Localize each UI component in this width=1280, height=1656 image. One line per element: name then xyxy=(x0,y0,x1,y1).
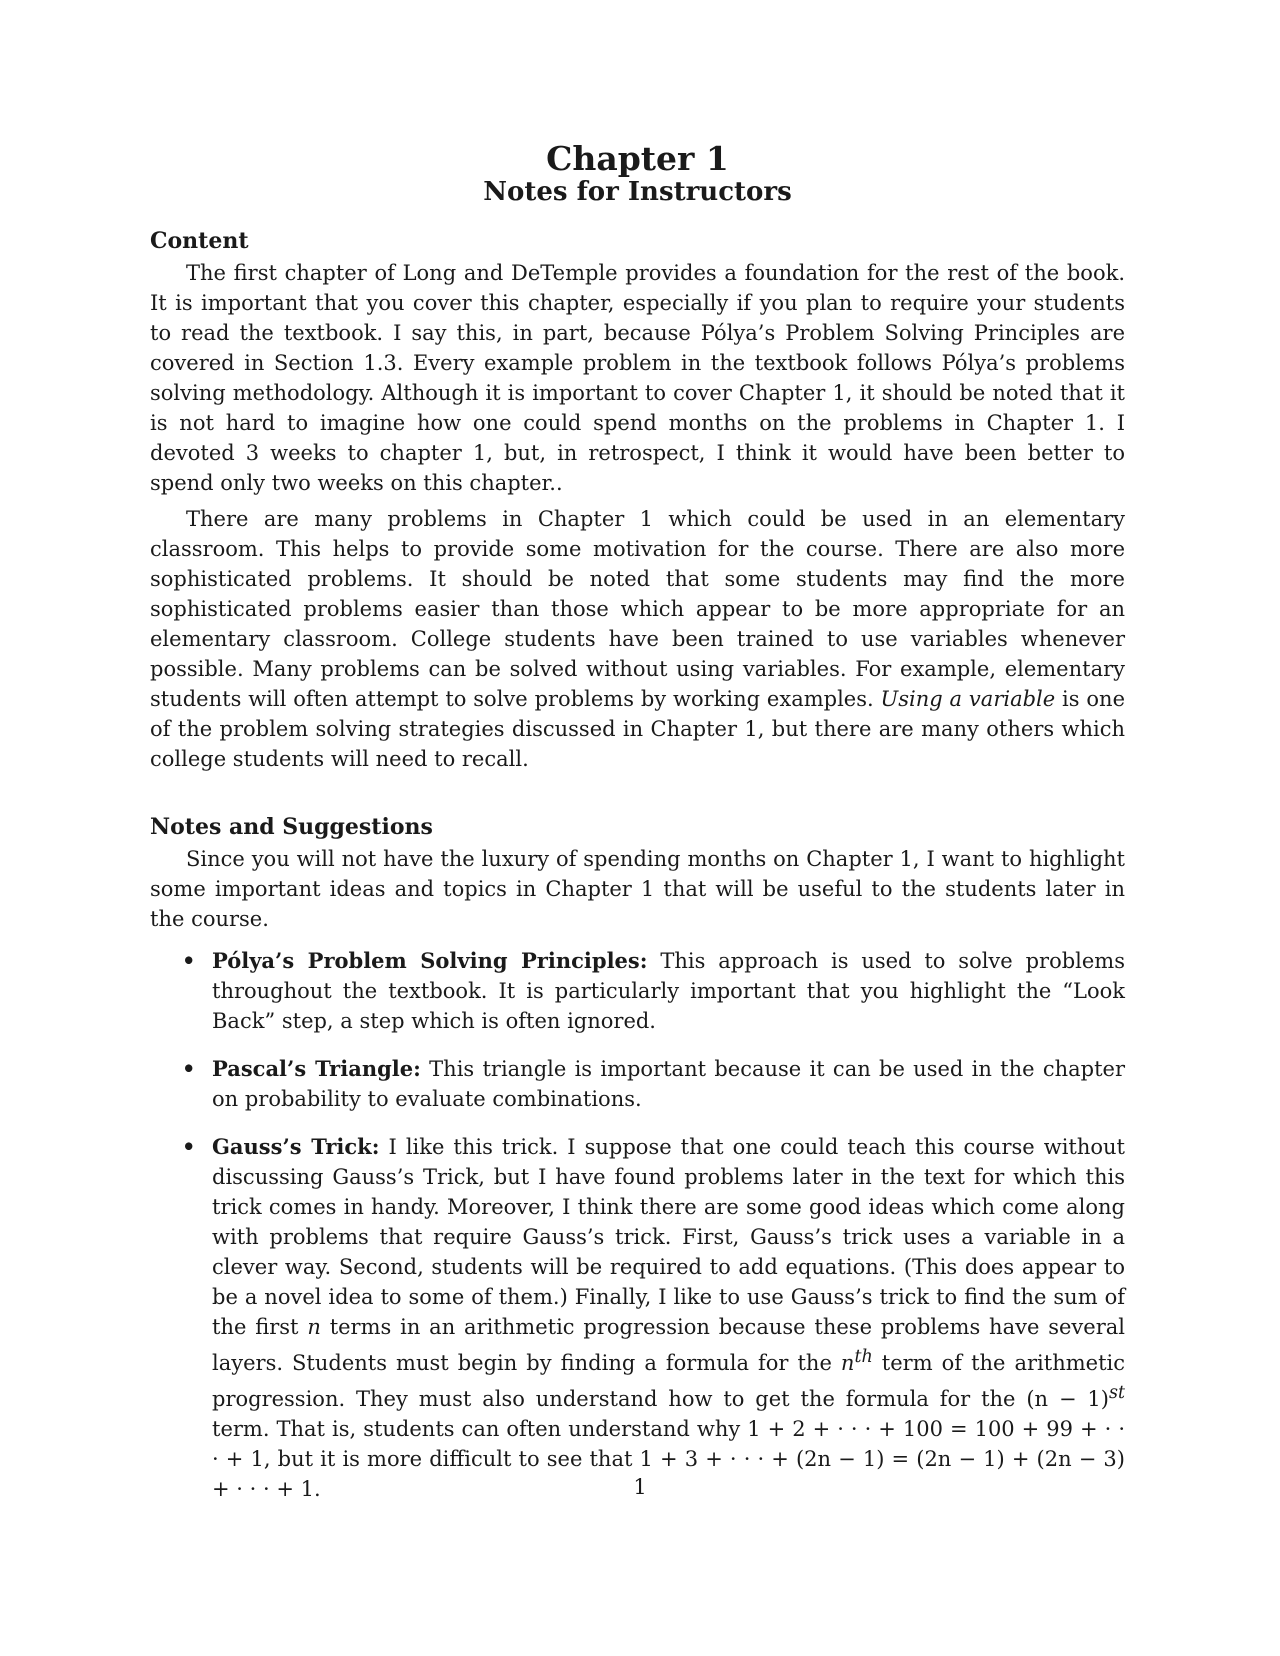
bullet-text: This triangle is important because it can be used in the chapter on probability to evaluate combinations. xyxy=(212,1056,1125,1111)
bullet-dot-icon: • xyxy=(182,947,196,973)
p2-text-before: There are many problems in Chapter 1 which could be used in an elementary classroom. This helps to provide some motivation for the course. There are also more sophisticated problems. It should be noted that some students may find the more sophisticated problems easier than those which appear to be more appropriate for an elementary classroom. College students have been trained to use variables whenever possible. Many problems can be solved without using variables. For example, elementary students will often attempt to solve problems by working examples. xyxy=(150,506,1125,711)
bullet-text-b: terms in an arithmetic progression because these problems have several layers. Students must begin by finding a formula for the xyxy=(212,1314,1125,1375)
bullet-text-e: , but it is more difficult to see that xyxy=(263,1446,640,1471)
math-equation-1: 1 + 2 + · · · + 100 = 100 + 99 + · · · + 1 xyxy=(212,1416,1125,1471)
math-var-n: n xyxy=(307,1314,321,1339)
document-page xyxy=(150,140,1125,1522)
bullet-text-d: term. That is, students can often understand why xyxy=(212,1416,748,1441)
bullet-item-polya xyxy=(180,946,1125,1036)
bullet-text-f: . xyxy=(313,1476,321,1501)
bullet-dot-icon: • xyxy=(182,1133,196,1159)
math-st-superscript: st xyxy=(1108,1382,1125,1403)
p2-emphasis: Using a variable xyxy=(880,686,1056,711)
p2-text-after: is one of the problem solving strategies discussed in Chapter 1, but there are many others which college students will need to recall. xyxy=(150,686,1125,771)
content-paragraph-2 xyxy=(150,504,1125,774)
math-equation-2: 1 + 3 + · · · + (2n − 1) = (2n − 1) + (2n − 3) + · · · + 1 xyxy=(212,1446,1125,1501)
section-heading-notes: Notes and Suggestions xyxy=(150,813,433,840)
notes-intro-paragraph: Since you will not have the luxury of spending months on Chapter 1, I want to highlight some important ideas and topics in Chapter 1 that will be useful to the students later in the course. xyxy=(150,846,1125,931)
bullet-dot-icon: • xyxy=(182,1055,196,1081)
bullet-text: This approach is used to solve problems throughout the textbook. It is particularly important that you highlight the “Look Back” step, a step which is often ignored. xyxy=(212,948,1125,1033)
math-nth-superscript: th xyxy=(854,1346,873,1367)
page-number: 1 xyxy=(633,1475,647,1499)
content-paragraph-1: The first chapter of Long and DeTemple provides a foundation for the rest of the book. It is important that you cover this chapter, especially if you plan to require your students to read the textbook. I say this, in part, because Pólya’s Problem Solving Principles are covered in Section 1.3. Every example problem in the textbook follows Pólya’s problems solving methodology. Although it is important to cover Chapter 1, it should be noted that it is not hard to imagine how one could spend months on the problems in Chapter 1. I devoted 3 weeks to chapter 1, but, in retrospect, I think it would have been better to spend only two weeks on this chapter.. xyxy=(150,260,1125,495)
bullet-text-a: I like this trick. I suppose that one could teach this course without discussing Gauss’s Trick, but I have found problems later in the text for which this trick comes in handy. Moreover, I think there are some good ideas which come along with problems that require Gauss’s trick. First, Gauss’s trick uses a variable in a clever way. Second, students will be required to add equations. (This does appear to be a novel idea to some of them.) Finally, I like to use Gauss’s trick to find the sum of the first xyxy=(212,1134,1125,1339)
bullet-item-gauss xyxy=(180,1132,1125,1504)
bullet-term: Gauss’s Trick: xyxy=(212,1133,380,1159)
chapter-title: Chapter 1 xyxy=(546,139,729,178)
bullet-term: Pascal’s Triangle: xyxy=(212,1055,421,1081)
bullet-term: Pólya’s Problem Solving Principles: xyxy=(212,947,648,973)
chapter-subtitle: Notes for Instructors xyxy=(483,176,792,207)
bullet-item-pascal xyxy=(180,1054,1125,1114)
section-heading-content: Content xyxy=(150,227,249,254)
math-n-minus-1: (n − 1) xyxy=(1026,1386,1109,1411)
math-nth-base: n xyxy=(840,1350,855,1375)
bullet-text-c: term of the arithmetic progression. They must also understand how to get the formula for the xyxy=(212,1350,1125,1411)
notes-bullet-list xyxy=(150,946,1125,1504)
